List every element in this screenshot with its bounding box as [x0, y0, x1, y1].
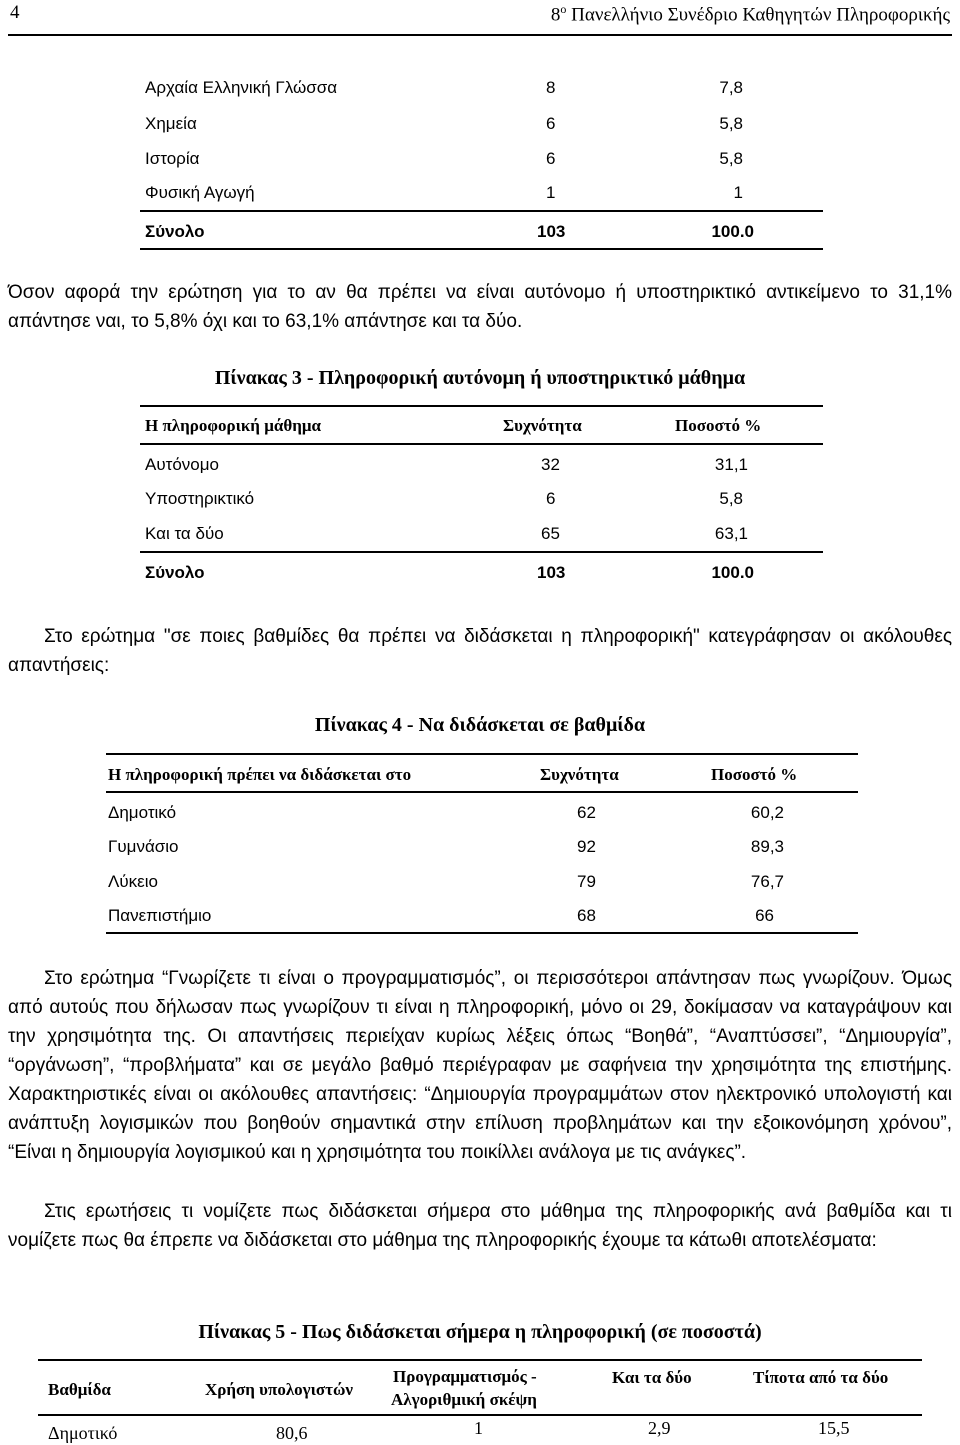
header-rule	[8, 34, 952, 36]
table-header-cell: Συχνότητα	[503, 416, 582, 435]
table-header-cell: Τίποτα από τα δύο	[753, 1368, 889, 1387]
table-row-freq: 8	[546, 78, 556, 97]
table-header-cell: Προγραμματισμός -	[393, 1367, 537, 1386]
body-paragraph	[8, 1197, 952, 1255]
table-row-pct: 5,8	[719, 114, 743, 133]
table-row-freq: 6	[546, 489, 556, 508]
table-row-value: 1	[474, 1418, 483, 1438]
table-row-label: Γυμνάσιο	[108, 837, 179, 856]
table-row-pct: 5,8	[719, 489, 743, 508]
table-row-label: Πανεπιστήμιο	[108, 906, 212, 925]
table-header-cell: Η πληροφορική πρέπει να διδάσκεται στο	[108, 765, 412, 784]
table-top-rule	[140, 405, 823, 407]
table-header-cell: Ποσοστό %	[711, 765, 798, 784]
table-row-freq: 79	[577, 872, 596, 891]
table-row-label: Φυσική Αγωγή	[145, 183, 255, 202]
running-header-title: Πανελλήνιο Συνέδριο Καθηγητών Πληροφορικής	[566, 4, 950, 26]
table-row-freq: 1	[546, 183, 556, 202]
table-header-cell: Συχνότητα	[540, 765, 619, 784]
table-row-pct: 5,8	[719, 149, 743, 168]
table-row-freq: 62	[577, 803, 596, 822]
paragraph-text: Στο ερώτημα “Γνωρίζετε τι είναι ο προγραμματισμός”, οι περισσότεροι απάντησαν πως γνωρίζουν. Όμως από αυτούς που δήλωσαν πως γνωρίζουν τι είναι η πληροφορική, μόνο οι 29, δοκίμασαν να καταγράψουν και την χρησιμότητα της. Οι απαντήσεις περιείχαν κυρίως λέξεις όπως “Βοηθά”, “Αναπτύσσει”, “Δημιουργία”, “οργάνωση”, “προβλήματα” και σε μεγάλο βαθμό περιέγραφαν με σαφήνεια την χρησιμότητα της επιστήμης. Χαρακτηριστικές είναι οι ακόλουθες απαντήσεις: “Δημιουργία προγραμμάτων στον ηλεκτρονικό υπολογιστή και ανάπτυξη λογισμικών που βοηθούν σημαντικά στην επίλυση προβλημάτων και την εξοικονόμηση χρόνου”, “Είναι η δημιουργία λογισμικού και η χρησιμότητα του ποικίλλει ανάλογα με τις ανάγκες”.	[8, 968, 952, 1163]
table-row-pct: 7,8	[719, 78, 743, 97]
table-total-label: Σύνολο	[145, 222, 205, 241]
table-total-freq: 103	[537, 222, 566, 241]
table-caption: Πίνακας 5 - Πως διδάσκεται σήμερα η πληροφορική (σε ποσοστά)	[198, 1321, 762, 1343]
body-paragraph	[8, 964, 952, 1167]
table-row-label: Δημοτικό	[48, 1423, 118, 1443]
table-bottom-rule	[140, 248, 823, 250]
table-header-cell: Και τα δύο	[612, 1368, 692, 1387]
table-row-value: 15,5	[818, 1418, 850, 1438]
table-row-value: 80,6	[276, 1423, 308, 1443]
body-paragraph: Όσον αφορά την ερώτηση για το αν θα πρέπει να είναι αυτόνομο ή υποστηρικτικό αντικείμενο το 31,1% απάντησε ναι, το 5,8% όχι και το 63,1% απάντησε και τα δύο.	[8, 282, 952, 332]
page-number: 4	[10, 2, 20, 23]
table-row-pct: 63,1	[714, 524, 748, 543]
body-paragraph	[8, 622, 952, 680]
table-caption: Πίνακας 3 - Πληροφορική αυτόνομη ή υποστηρικτικό μάθημα	[214, 367, 746, 389]
table-row-freq: 6	[546, 149, 556, 168]
table-row-freq: 6	[546, 114, 556, 133]
table-row-freq: 32	[541, 455, 560, 474]
table-header-rule	[38, 1414, 922, 1416]
paragraph-text: Στο ερώτημα "σε ποιες βαθμίδες θα πρέπει να διδάσκεται η πληροφορική" κατεγράφησαν οι ακόλουθες απαντήσεις:	[8, 626, 952, 676]
table-row-pct: 66	[755, 906, 774, 925]
table-rule	[140, 210, 823, 212]
table-rule	[140, 551, 823, 553]
table-row-label: Αυτόνομο	[145, 455, 220, 474]
table-top-rule	[38, 1359, 922, 1361]
table-row-value: 2,9	[648, 1418, 671, 1438]
table-header-cell: Χρήση υπολογιστών	[205, 1380, 353, 1399]
table-row-label: Χημεία	[145, 114, 197, 133]
running-header-prefix: 8	[550, 4, 561, 26]
running-header	[551, 2, 950, 26]
table-header-rule	[106, 791, 858, 793]
table-row-pct: 1	[733, 183, 743, 202]
table-row-freq: 68	[577, 906, 596, 925]
table-total-pct: 100.0	[711, 222, 754, 241]
table-header-cell: Αλγοριθμική σκέψη	[391, 1390, 537, 1409]
table-row-pct: 60,2	[750, 803, 784, 822]
table-bottom-rule	[106, 932, 858, 934]
table-row-label: Υποστηρικτικό	[145, 489, 255, 508]
table-header-cell: Ποσοστό %	[675, 416, 762, 435]
table-row-label: Λύκειο	[108, 872, 158, 891]
table-row-label: Και τα δύο	[145, 524, 224, 543]
table-top-rule	[106, 753, 858, 755]
table-total-pct: 100.0	[711, 563, 754, 582]
table-row-label: Δημοτικό	[108, 803, 177, 822]
table-total-label: Σύνολο	[145, 563, 205, 582]
table-header-cell: Βαθμίδα	[48, 1380, 111, 1399]
table-row-pct: 31,1	[714, 455, 748, 474]
table-total-freq: 103	[537, 563, 566, 582]
table-row-label: Αρχαία Ελληνική Γλώσσα	[145, 78, 338, 97]
table-caption: Πίνακας 4 - Να διδάσκεται σε βαθμίδα	[314, 714, 646, 736]
table-row-label: Ιστορία	[145, 149, 200, 168]
running-header-superscript: ο	[560, 2, 567, 16]
table-row-freq: 92	[577, 837, 596, 856]
table-row-pct: 76,7	[750, 872, 784, 891]
table-header-rule	[140, 443, 823, 445]
table-row-freq: 65	[541, 524, 560, 543]
table-header-cell: Η πληροφορική μάθημα	[145, 416, 321, 435]
paragraph-text: Στις ερωτήσεις τι νομίζετε πως διδάσκεται σήμερα στο μάθημα της πληροφορικής ανά βαθμίδα και τι νομίζετε πως θα έπρεπε να διδάσκεται στο μάθημα της πληροφορικής έχουμε τα κάτωθι αποτελέσματα:	[8, 1201, 952, 1251]
table-row-pct: 89,3	[750, 837, 784, 856]
